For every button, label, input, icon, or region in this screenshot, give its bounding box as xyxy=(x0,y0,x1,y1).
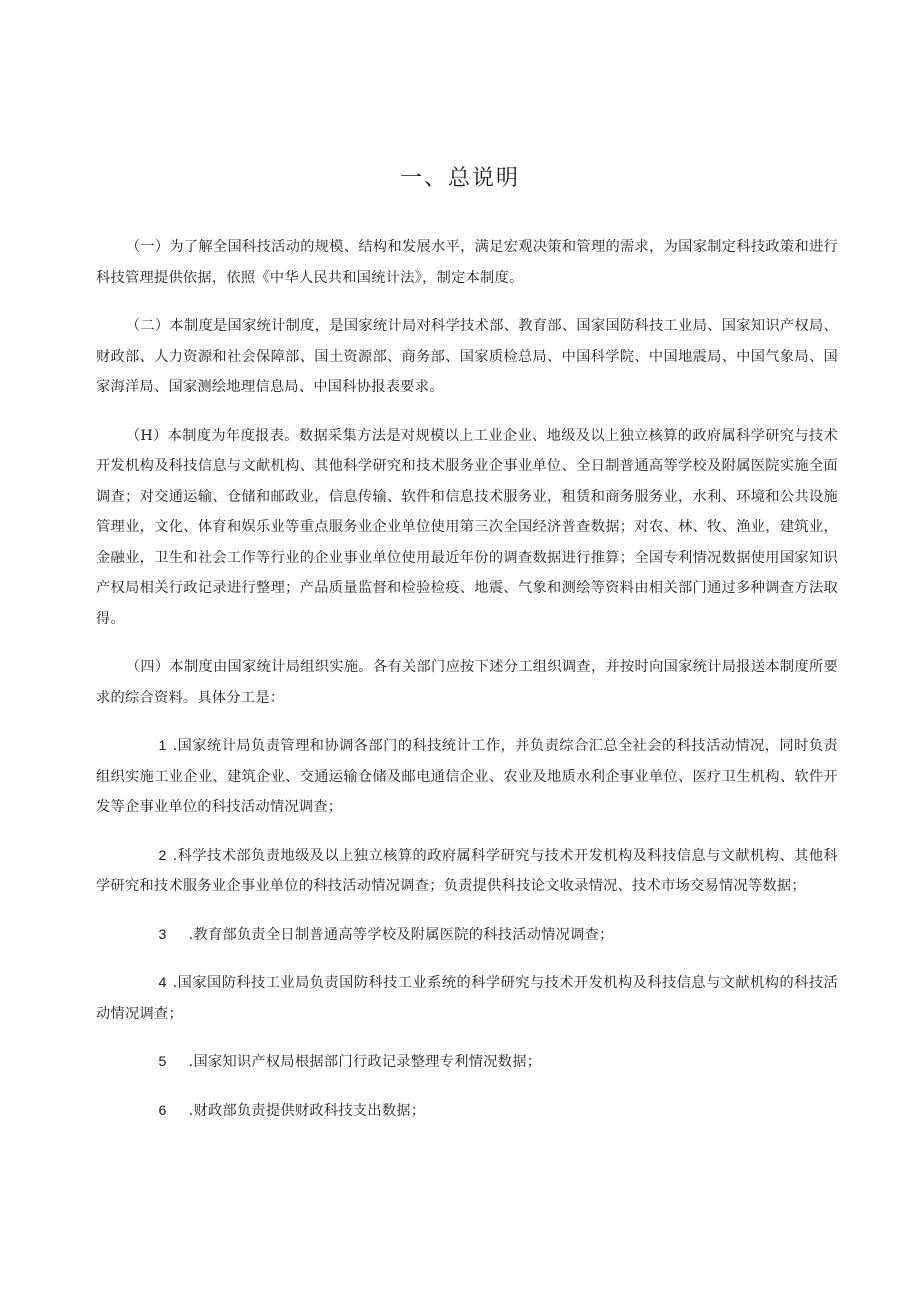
paragraph-implementation: （四）本制度由国家统计局组织实施。各有关部门应按下述分工组织调查，并按时向国家统计局报送本制度所要求的综合资料。具体分工是： xyxy=(96,659,838,706)
list-item-number: 3 xyxy=(158,926,167,943)
list-item xyxy=(96,731,838,823)
list-item-text: .科学技术部负责地级及以上独立核算的政府属科学研究与技术开发机构及科技信息与文献机构、其他科学研究和技术服务业企事业单位的科技活动情况调查；负责提供科技论文收录情况、技术市场交易情况等数据； xyxy=(96,847,838,894)
list-item-number: 2 xyxy=(158,847,167,864)
list-item-number: 4 xyxy=(158,975,167,991)
list-item xyxy=(96,1096,838,1127)
list-item xyxy=(96,968,838,1029)
section-title: 一、总说明 xyxy=(399,166,520,191)
document-body xyxy=(96,232,838,1126)
list-item-text: .国家统计局负责管理和协调各部门的科技统计工作，并负责综合汇总全社会的科技活动情况，同时负责组织实施工业企业、建筑企业、交通运输仓储及邮电通信企业、农业及地质水利企事业单位、医疗卫生机构、软件开发等企事业单位的科技活动情况调查； xyxy=(96,738,838,815)
list-item-number: 1 xyxy=(158,738,167,754)
list-item-number: 5 xyxy=(158,1054,167,1070)
paragraph-purpose: （一）为了解全国科技活动的规模、结构和发展水平，满足宏观决策和管理的需求，为国家制定科技政策和进行科技管理提供依据，依照《中华人民共和国统计法》，制定本制度。 xyxy=(96,239,838,286)
list-item xyxy=(96,841,838,902)
list-item-number: 6 xyxy=(158,1102,167,1119)
list-item-text: .国家国防科技工业局负责国防科技工业系统的科学研究与技术开发机构及科技信息与文献机构的科技活动情况调查； xyxy=(96,975,838,1022)
list-item xyxy=(96,1047,838,1078)
list-item-text: .财政部负责提供财政科技支出数据； xyxy=(188,1102,426,1119)
paragraph-nature: （二）本制度是国家统计制度，是国家统计局对科学技术部、教育部、国家国防科技工业局、国家知识产权局、财政部、人力资源和社会保障部、国土资源部、商务部、国家质检总局、中国科学院、中国地震局、中国气象局、国家海洋局、国家测绘地理信息局、中国科协报表要求。 xyxy=(96,318,838,395)
list-item-text: .国家知识产权局根据部门行政记录整理专利情况数据； xyxy=(188,1054,542,1070)
list-item-text: .教育部负责全日制普通高等学校及附属医院的科技活动情况调查； xyxy=(188,926,614,943)
list-item xyxy=(96,920,838,951)
paragraph-method: （H）本制度为年度报表。数据采集方法是对规模以上工业企业、地级及以上独立核算的政府属科学研究与技术开发机构及科技信息与文献机构、其他科学研究和技术服务业企事业单位、全日制普通高等学校及附属医院实施全面调查；对交通运输、仓储和邮政业，信息传输、软件和信息技术服务业，租赁和商务服务业，水利、环境和公共设施管理业，文化、体育和娱乐业等重点服务业企业单位使用第三次全国经济普查数据；对农、林、牧、渔业，建筑业，金融业，卫生和社会工作等行业的企业事业单位使用最近年份的调查数据进行推算；全国专利情况数据使用国家知识产权局相关行政记录进行整理；产品质量监督和检验检疫、地震、气象和测绘等资料由相关部门通过多种调查方法取得。 xyxy=(96,427,838,627)
